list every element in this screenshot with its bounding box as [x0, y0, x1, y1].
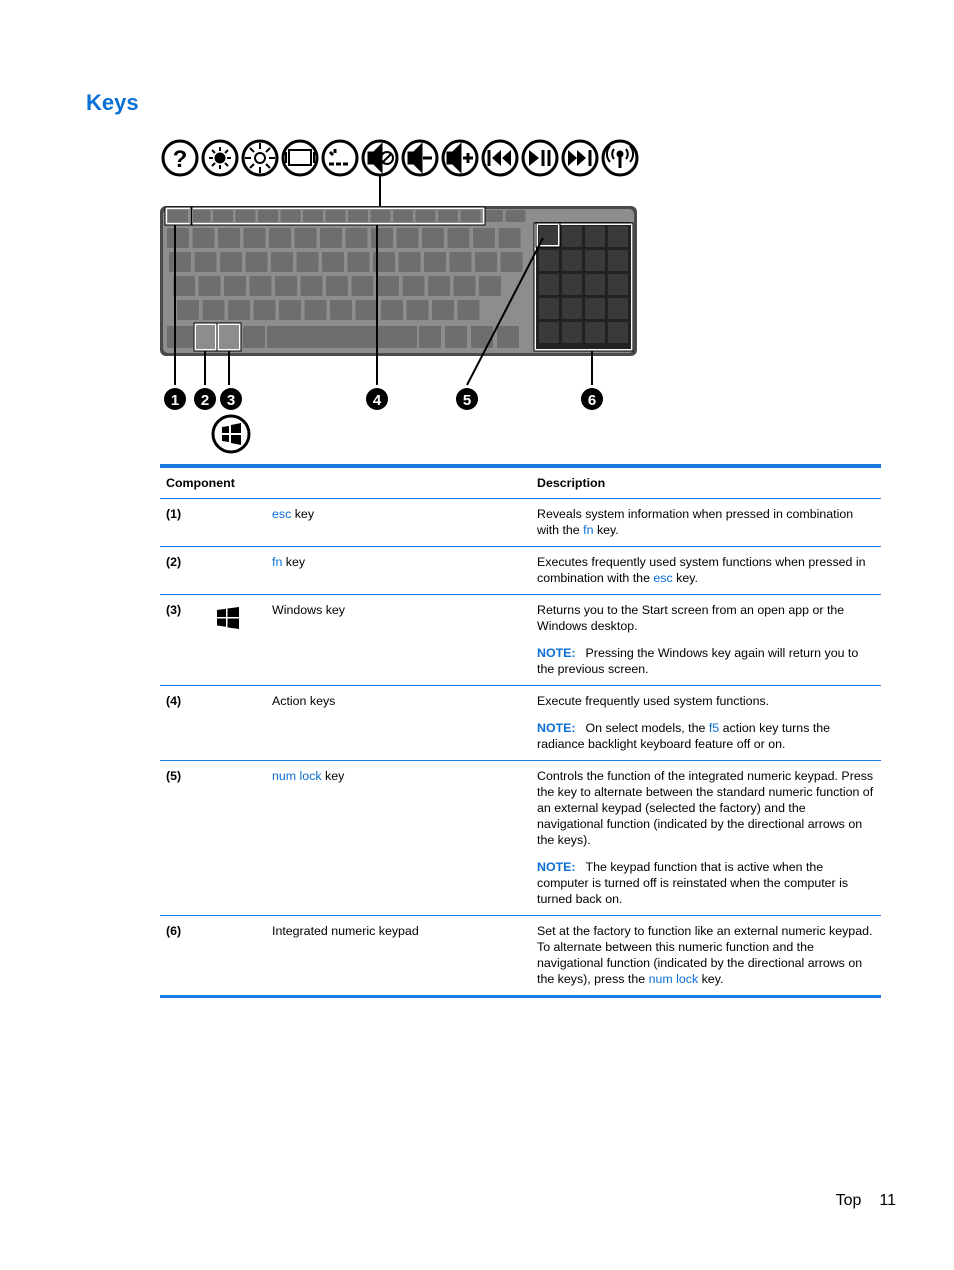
desc-text: Execute frequently used system functions.	[537, 694, 770, 708]
note-label: NOTE:	[537, 646, 576, 660]
component-name: Integrated numeric keypad	[272, 924, 419, 938]
keypad-key	[608, 250, 628, 271]
note	[537, 645, 875, 677]
row-icon-cell	[206, 506, 272, 538]
function-key	[483, 210, 503, 222]
component-name: Action keys	[272, 694, 336, 708]
keyboard-key	[220, 252, 242, 272]
keyboard-key	[479, 276, 501, 296]
keypad-key	[608, 298, 628, 319]
keyboard-key	[450, 252, 472, 272]
desc-text: key.	[672, 571, 698, 585]
desc-text: Reveals system information when pressed in combination with the	[537, 507, 854, 537]
callout-3	[220, 388, 242, 410]
play-pause-icon	[523, 141, 557, 175]
function-key	[191, 210, 211, 222]
row-icon-cell	[206, 693, 272, 752]
keyboard-key	[326, 276, 348, 296]
next-track-icon	[563, 141, 597, 175]
callout-1	[164, 388, 186, 410]
keyboard-key	[246, 252, 268, 272]
page-footer	[836, 1192, 896, 1210]
desc-text: Returns you to the Start screen from an open app or the Windows desktop.	[537, 603, 845, 633]
keyboard-key	[419, 326, 441, 348]
row-number: (3)	[166, 603, 182, 617]
keyboard-key	[195, 252, 217, 272]
fn-link[interactable]: fn	[583, 523, 594, 537]
keyboard-key	[228, 300, 250, 320]
callout-5	[456, 388, 478, 410]
num-lock-link[interactable]: num lock	[648, 972, 699, 986]
callouts	[164, 388, 603, 410]
keyboard-key	[173, 276, 195, 296]
keypad-key	[539, 298, 559, 319]
row-icon-cell	[206, 554, 272, 586]
keyboard-key	[203, 300, 225, 320]
keyboard-key	[448, 228, 470, 248]
row-icon-cell	[206, 602, 272, 677]
function-key	[236, 210, 256, 222]
volume-down-icon	[403, 141, 437, 175]
keyboard-key	[199, 276, 221, 296]
keyboard-key	[243, 326, 265, 348]
table-row	[160, 686, 881, 761]
keyboard-key	[407, 300, 429, 320]
keypad-key	[539, 322, 559, 343]
note-text: On select models, the	[585, 721, 709, 735]
keyboard-key	[352, 276, 374, 296]
keypad-key	[608, 274, 628, 295]
row-number: (6)	[166, 924, 182, 938]
keyboard-key	[320, 228, 342, 248]
name-text: key	[282, 555, 306, 569]
name-text: key	[321, 769, 345, 783]
desc-text: key.	[698, 972, 724, 986]
keypad-key	[562, 226, 582, 247]
desc-text: Set at the factory to function like an external numeric keypad. To alternate between this numeric function and the navigational function (indicated by the directional arrows on the keys), press the	[537, 924, 873, 986]
component-description	[537, 768, 881, 907]
component-name	[272, 554, 537, 586]
keyboard-key	[269, 228, 291, 248]
display-switch-icon	[283, 141, 317, 175]
brightness-down-icon	[203, 141, 237, 175]
header-description: Description	[537, 476, 606, 490]
component-name: Windows key	[272, 603, 345, 617]
function-key	[393, 210, 413, 222]
keyboard-key	[403, 276, 425, 296]
note-text: The keypad function that is active when the computer is turned off is reinstated when the computer is turned back on.	[537, 860, 849, 906]
keyboard-illustration	[155, 130, 650, 460]
table-row	[160, 916, 881, 995]
keyboard-key	[297, 252, 319, 272]
callout-label: 1	[170, 392, 180, 409]
callout-6	[581, 388, 603, 410]
keypad-key	[562, 250, 582, 271]
keypad-key	[539, 274, 559, 295]
keyboard-key	[250, 276, 272, 296]
keypad-key	[585, 322, 605, 343]
keyboard-key	[244, 228, 266, 248]
keyboard-key	[458, 300, 480, 320]
desc-text: Controls the function of the integrated numeric keypad. Press the key to alternate between the standard numeric function of an external keypad (selected the factory) and the navigational function (indicated by the directional arrows on the keys).	[537, 769, 874, 847]
keyboard-figure	[155, 130, 650, 460]
keyboard-key	[267, 326, 417, 348]
keyboard-key	[348, 252, 370, 272]
keyboard-key	[424, 252, 446, 272]
component-description	[537, 506, 881, 538]
keyboard-key	[301, 276, 323, 296]
component-description	[537, 602, 881, 677]
esc-link[interactable]: esc	[653, 571, 673, 585]
page-title: Keys	[86, 90, 139, 115]
keypad-key	[539, 226, 559, 247]
callout-label: 2	[200, 392, 210, 409]
note-text: action key turns the radiance backlight keyboard feature off or on.	[537, 721, 831, 751]
num-lock-link[interactable]: num lock	[272, 769, 322, 783]
table-row	[160, 761, 881, 916]
keyboard-key	[422, 228, 444, 248]
callout-label: 3	[226, 392, 236, 409]
volume-up-icon	[443, 141, 477, 175]
keyboard-key	[330, 300, 352, 320]
function-key	[371, 210, 391, 222]
help-icon	[163, 141, 197, 175]
keyboard-key	[445, 326, 467, 348]
function-key	[348, 210, 368, 222]
function-key	[303, 210, 323, 222]
name-text: key	[291, 507, 315, 521]
component-description	[537, 693, 881, 752]
keyboard-key	[475, 252, 497, 272]
keyboard-key	[381, 300, 403, 320]
keypad-key	[585, 298, 605, 319]
keyboard-backlight-icon	[323, 141, 357, 175]
component-name	[272, 768, 537, 907]
note-label: NOTE:	[537, 721, 576, 735]
note	[537, 859, 875, 907]
keypad-key	[585, 250, 605, 271]
row-number: (5)	[166, 769, 182, 783]
keyboard-key	[254, 300, 276, 320]
mute-icon	[363, 141, 397, 175]
keypad-key	[585, 274, 605, 295]
keyboard-key	[275, 276, 297, 296]
keyboard-key	[305, 300, 327, 320]
note	[537, 720, 875, 752]
keyboard-key	[377, 276, 399, 296]
function-key	[326, 210, 346, 222]
keyboard-key	[454, 276, 476, 296]
windows-logo-icon	[213, 416, 249, 452]
function-key	[168, 210, 188, 222]
desc-text: Executes frequently used system functions when pressed in combination with the	[537, 555, 866, 585]
desc-text: key.	[593, 523, 619, 537]
keypad-key	[562, 274, 582, 295]
table-bottom-rule	[160, 995, 881, 998]
keyboard-key	[218, 228, 240, 248]
note-label: NOTE:	[537, 860, 576, 874]
brightness-up-icon	[243, 141, 277, 175]
page-number: 11	[879, 1192, 896, 1209]
keypad-key	[608, 226, 628, 247]
callout-2	[194, 388, 216, 410]
keyboard-key	[279, 300, 301, 320]
function-key	[506, 210, 526, 222]
note-text: Pressing the Windows key again will return you to the previous screen.	[537, 646, 859, 676]
keyboard-key	[193, 228, 215, 248]
keyboard-key	[346, 228, 368, 248]
numeric-keypad	[535, 222, 631, 350]
fn-link[interactable]: fn	[272, 555, 283, 569]
wireless-icon	[603, 141, 637, 175]
action-key-icons	[163, 141, 637, 175]
callout-label: 4	[372, 392, 382, 409]
windows-logo-icon	[216, 606, 240, 630]
keypad-key	[539, 250, 559, 271]
callout-label: 5	[462, 392, 472, 409]
svg-text:?: ?	[172, 146, 188, 173]
table-row	[160, 499, 881, 547]
keypad-key	[608, 322, 628, 343]
keyboard-key	[295, 228, 317, 248]
table-header	[160, 468, 881, 499]
component-description	[537, 923, 881, 987]
row-number: (4)	[166, 694, 182, 708]
footer-label: Top	[835, 1192, 862, 1209]
keyboard-key	[322, 252, 344, 272]
callout-label: 6	[587, 392, 597, 409]
keyboard-key	[501, 252, 523, 272]
row-number: (1)	[166, 507, 182, 521]
row-icon-cell	[206, 923, 272, 987]
keyboard-key	[471, 326, 493, 348]
component-name	[272, 506, 537, 538]
keyboard-key	[177, 300, 199, 320]
keyboard-key	[167, 228, 189, 248]
keyboard-key	[356, 300, 378, 320]
callout-4	[366, 388, 388, 410]
keypad-key	[562, 298, 582, 319]
esc-link[interactable]: esc	[272, 507, 292, 521]
function-key	[258, 210, 278, 222]
keyboard-key	[499, 228, 521, 248]
function-key	[213, 210, 233, 222]
previous-track-icon	[483, 141, 517, 175]
keyboard-key	[432, 300, 454, 320]
keypad-key	[562, 322, 582, 343]
function-key	[438, 210, 458, 222]
header-component: Component	[166, 476, 235, 490]
component-description	[537, 554, 881, 586]
function-key	[461, 210, 481, 222]
keyboard-key	[497, 326, 519, 348]
keyboard-key	[271, 252, 293, 272]
keyboard-key	[473, 228, 495, 248]
keypad-key	[585, 226, 605, 247]
table-row	[160, 547, 881, 595]
keyboard-key	[428, 276, 450, 296]
keys-table	[160, 464, 881, 998]
function-key	[281, 210, 301, 222]
function-key	[416, 210, 436, 222]
keyboard-key	[371, 228, 393, 248]
keyboard-key	[224, 276, 246, 296]
keyboard-key	[167, 326, 193, 348]
keyboard-key	[169, 252, 191, 272]
keyboard-key	[399, 252, 421, 272]
table-row	[160, 595, 881, 686]
row-number: (2)	[166, 555, 182, 569]
keyboard-key	[397, 228, 419, 248]
row-icon-cell	[206, 768, 272, 907]
f5-link[interactable]: f5	[708, 721, 720, 735]
